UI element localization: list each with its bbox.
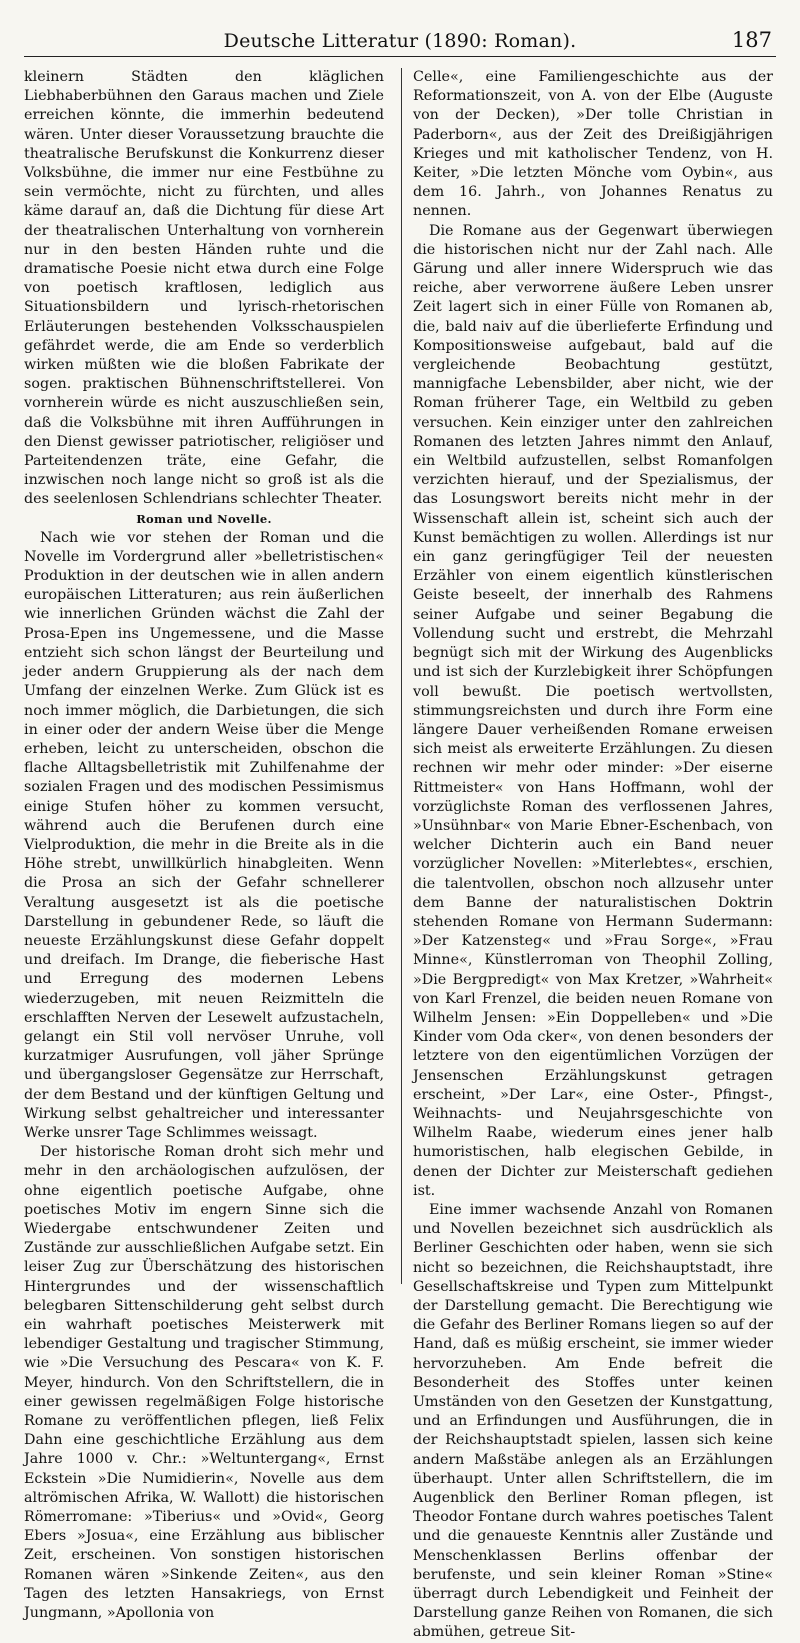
paragraph: Celle«, eine Familiengeschichte aus der Reformationszeit, von A. von der Elbe (Auguste von der Decken), »Der tolle Christian in Paderborn«, aus der Zeit des Dreißigjährigen Krieges und mit katholischer Tendenz, von H. Keiter, »Die letzten Mönche vom Oybin«, aus dem 16. Jahrh., von Johannes Renatus zu nennen. — [413, 69, 773, 220]
left-column — [24, 68, 384, 1623]
page-number: 187 — [731, 28, 772, 52]
column-divider — [401, 68, 402, 1284]
right-column — [413, 68, 773, 1643]
page-header — [24, 26, 776, 57]
section-heading: Roman und Novelle. — [136, 511, 272, 526]
paragraph: kleinern Städten den kläglichen Liebhaberbühnen den Garaus machen und Ziele erreichen könnte, die immerhin bedeutend wären. Unter dieser Voraussetzung brauchte die theatralische Berufskunst die Konkurrenz dieser Volksbühne, die immer nur eine Festbühne zu sein vermöchte, nicht zu fürchten, und alles käme darauf an, daß die Dichtung für diese Art der theatralischen Unterhaltung von vornherein nur in den besten Händen ruhte und die dramatische Poesie nicht etwa durch eine Folge von poetisch kraftlosen, lediglich aus Situationsbildern und lyrisch-rhetorischen Erläuterungen bestehenden Volksschauspielen gefährdet werde, die am Ende so verderblich wirken müßten wie die bloßen Fabrikate der sogen. praktischen Bühnenschriftstellerei. Von vornherein würde es nicht auszuschließen sein, daß die Volksbühne mit ihren Aufführungen in den Dienst gewisser patriotischer, religiöser und Parteitendenzen träte, eine Gefahr, die inzwischen noch lange nicht so groß ist als die des seelenlosen Schlendrians schlechter Theater. — [24, 69, 384, 508]
running-title: Deutsche Litteratur (1890: Roman). — [223, 30, 577, 52]
paragraph: Eine immer wachsende Anzahl von Romanen und Novellen bezeichnet sich ausdrücklich als Berliner Geschichten oder haben, wenn sie sich nicht so bezeichnen, die Reichshauptstadt, ihre Gesellschaftskreise und Typen zum Mittelpunkt der Darstellung gemacht. Die Berechtigung wie die Gefahr des Berliner Romans liegen so auf der Hand, daß es müßig erscheint, sie immer wieder hervorzuheben. Am Ende befreit die Besonderheit des Stoffes unter keinen Umständen von den Gesetzen der Kunstgattung, und an Erfindungen und Ausführungen, die in der Reichshauptstadt spielen, lassen sich keine andern Maßstäbe anlegen als an Erzählungen überhaupt. Unter allen Schriftstellern, die im Augenblick den Berliner Roman pflegen, ist Theodor Fontane durch wahres poetisches Talent und die genaueste Kenntnis aller Zustände und Menschenklassen Berlins offenbar der berufenste, und sein kleiner Roman »Stine« überragt durch Lebendigkeit und Feinheit der Darstellung ganze Reihen von Romanen, die sich abmühen, getreue Sit- — [413, 1201, 773, 1641]
paragraph: Der historische Roman droht sich mehr und mehr in den archäologischen aufzulösen, der ohne eigentlich poetische Aufgabe, ohne poetisches Motiv im engern Sinne sich die Wiedergabe entschwundener Zeiten und Zustände zur ausschließlichen Aufgabe setzt. Ein leiser Zug zur Überschätzung des historischen Hintergrundes und der wissenschaftlich belegbaren Sittenschilderung geht selbst durch ein wahrhaft poetisches Meisterwerk mit lebendiger Gestaltung und tragischer Stimmung, wie »Die Versuchung des Pescara« von K. F. Meyer, hindurch. Von den Schriftstellern, die in einer gewissen regelmäßigen Folge historische Romane zu veröffentlichen pflegen, ließ Felix Dahn eine geschichtliche Erzählung aus dem Jahre 1000 v. Chr.: »Weltuntergang«, Ernst Eckstein »Die Numidierin«, Novelle aus dem altrömischen Afrika, W. Wallott) die historischen Römerromane: »Tiberius« und »Ovid«, Georg Ebers »Josua«, eine Erzählung aus biblischer Zeit, erscheinen. Von sonstigen historischen Romanen wären »Sinkende Zeiten«, aus den Tagen des letzten Hansakriegs, von Ernst Jungmann, »Apollonia von — [24, 1144, 384, 1622]
paragraph: Nach wie vor stehen der Roman und die Novelle im Vordergrund aller »belletristischen« Produktion in der deutschen wie in allen andern europäischen Litteraturen; aus rein äußerlichen wie innerlichen Gründen wächst die Zahl der Prosa-Epen ins Ungemessene, und die Masse entzieht sich schon längst der Beurteilung und jeder andern Gruppierung als der nach dem Umfang der einzelnen Werke. Zum Glück ist es noch immer möglich, die Darbietungen, die sich in einer oder der andern Weise über die Menge erheben, leicht zu unterscheiden, obschon die flache Alltagsbelletristik mit Zuhilfenahme der sozialen Fragen und des modischen Pessimismus einige Stufen höher zu kommen versucht, während auch die Berufenen durch eine Vielproduktion, die mehr in die Breite als in die Höhe strebt, unwillkürlich hinabgleiten. Wenn die Prosa an sich der Gefahr schnellerer Veraltung ausgesetzt ist als die poetische Darstellung in gebundener Rede, so läuft die neueste Erzählungskunst diese Gefahr doppelt und dreifach. Im Drange, die fieberische Hast und Erregung des modernen Lebens wiederzugeben, mit neuen Reizmitteln die erschlafften Nerven der Lesewelt aufzustacheln, gelangt ein Stil voll nervöser Unruhe, voll kurzatmiger Ausrufungen, voll jäher Sprünge und übergangsloser Gegensätze zur Herrschaft, der dem Bestand und der künftigen Geltung und Wirkung selbst gehaltreicher und interessanter Werke unsrer Tage Schlimmes weissagt. — [24, 529, 384, 1141]
paragraph: Die Romane aus der Gegenwart überwiegen die historischen nicht nur der Zahl nach. Alle Gärung und aller innere Widerspruch wie das reiche, aber verworrene äußere Leben unsrer Zeit lagert sich in einer Fülle von Romanen ab, die, bald naiv auf die überlieferte Erfindung und Kompositionsweise aufgebaut, bald auf die vergleichende Beobachtung gestützt, mannigfache Lebensbilder, aber nicht, wie der Roman früherer Tage, ein Weltbild zu geben versuchen. Kein einziger unter den zahlreichen Romanen des letzten Jahres nimmt den Anlauf, ein Weltbild aufzustellen, selbst Romanfolgen verzichten hierauf, und der Spezialismus, der das Losungswort bereits nicht mehr in der Wissenschaft allein ist, scheint sich auch der Kunst bemächtigen zu wollen. Allerdings ist nur ein ganz geringfügiger Teil der neuesten Erzähler von einem eigentlich künstlerischen Geiste beseelt, der innerhalb des Rahmens seiner Aufgabe und seiner Begabung die Vollendung sucht und erstrebt, die Mehrzahl begnügt sich mit der Wirkung des Augenblicks und ist sich der Kurzlebigkeit ihrer Schöpfungen voll bewußt. Die poetisch wertvollsten, stimmungsreichsten und durch ihre Form eine längere Dauer verheißenden Romane erweisen sich meist als erweiterte Erzählungen. Zu diesen rechnen wir mehr oder minder: »Der eiserne Rittmeister« von Hans Hoffmann, wohl der vorzüglichste Roman des verflossenen Jahres, »Unsühnbar« von Marie Ebner-Eschenbach, von welcher Dichterin auch ein Band neuer vorzüglicher Novellen: »Miterlebtes«, erschien, die talentvollen, obschon noch allzusehr unter dem Banne der naturalistischen Doktrin stehenden Romane von Hermann Sudermann: »Der Katzensteg« und »Frau Sorge«, »Frau Minne«, Künstlerroman von Theophil Zolling, »Die Bergpredigt« von Max Kretzer, »Wahrheit« von Karl Frenzel, die beiden neuen Romane von Wilhelm Jensen: »Ein Doppelleben« und »Die Kinder vom Oda cker«, von denen besonders der letztere von den eigentümlichen Vorzügen der Jensenschen Erzählungskunst getragen erscheint, »Der Lar«, eine Oster-, Pfingst-, Weihnachts- und Neujahrsgeschichte von Wilhelm Raabe, wiederum eines jener halb humoristischen, halb elegischen Gebilde, in denen der Dichter zur Meisterschaft gediehen ist. — [413, 222, 773, 1199]
